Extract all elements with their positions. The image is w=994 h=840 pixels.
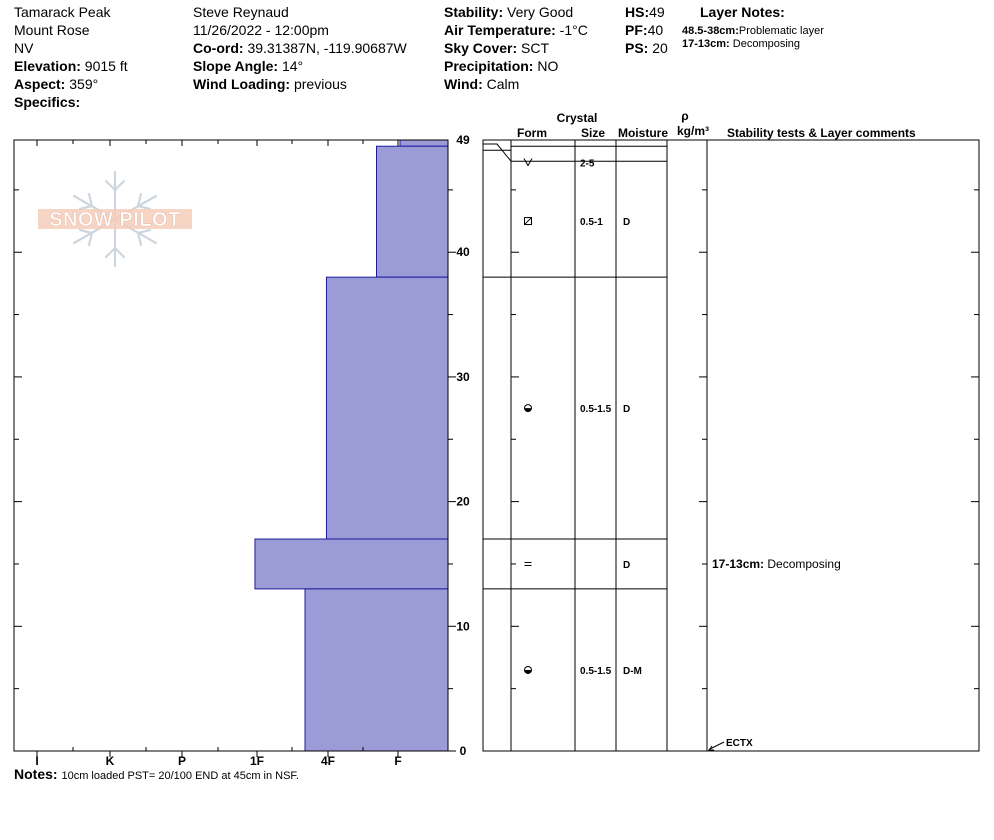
y-tick-label: 49 xyxy=(456,133,470,147)
x-tick-label: P xyxy=(177,754,187,768)
layer-note-2-text: Decomposing xyxy=(732,38,801,50)
air-temp-value: -1°C xyxy=(559,22,588,38)
layer-notes-title: Layer Notes: xyxy=(700,4,785,20)
aspect-label: Aspect: xyxy=(14,76,66,92)
moisture-value: D xyxy=(623,217,631,229)
y-tick-label: 40 xyxy=(456,245,470,260)
wind-label: Wind: xyxy=(444,76,483,92)
layer-note-1-range: 48.5-38cm: xyxy=(682,25,739,37)
coord-value: 39.31387N, -119.90687W xyxy=(247,40,407,56)
snowpilot-logo-text: SNOW PILOT xyxy=(49,209,181,231)
moisture-value: D-M xyxy=(623,665,642,677)
moisture-value: D xyxy=(623,404,631,416)
form-header: Form xyxy=(517,126,547,140)
layer-connector xyxy=(483,144,511,161)
layer-comments xyxy=(709,557,841,750)
faceted-rounded-icon-slash xyxy=(525,218,532,225)
column-headers xyxy=(517,109,916,140)
precip-value: NO xyxy=(537,58,559,74)
hardness-bar xyxy=(377,146,449,277)
test-label: ECTX xyxy=(726,738,753,749)
pf-label: PF: xyxy=(625,22,648,38)
density-unit: kg/m³ xyxy=(676,124,710,138)
range: Mount Rose xyxy=(14,22,90,38)
observer: Steve Reynaud xyxy=(193,4,289,20)
moisture-value: D xyxy=(623,559,631,571)
x-tick-label: K xyxy=(105,754,115,768)
x-tick-label: 4F xyxy=(320,754,336,768)
layer-comment xyxy=(712,557,841,571)
wind-value: Calm xyxy=(486,76,520,92)
air-temp-label: Air Temperature: xyxy=(444,22,556,38)
y-tick-label: 30 xyxy=(456,369,470,384)
hardness-bar xyxy=(326,277,448,539)
surface-hoar-icon xyxy=(524,158,532,165)
stability-value: Very Good xyxy=(507,4,574,20)
sky-label: Sky Cover: xyxy=(444,40,518,56)
hs-value: 49 xyxy=(649,4,665,20)
wind-loading-value: previous xyxy=(293,76,347,92)
x-tick-label: I xyxy=(35,754,39,768)
coord-label: Co-ord: xyxy=(193,40,244,56)
slope-value: 14° xyxy=(281,58,304,74)
slope-label: Slope Angle: xyxy=(193,58,279,74)
snowpilot-logo xyxy=(38,172,192,266)
hardness-bar xyxy=(305,589,448,751)
notes xyxy=(14,766,299,782)
hardness-bar xyxy=(400,140,448,146)
x-tick-label: F xyxy=(394,754,402,768)
stability-label: Stability: xyxy=(444,4,504,20)
state: NV xyxy=(14,40,34,56)
layer-comment-text: Decomposing xyxy=(764,556,841,571)
stability-header: Stability tests & Layer comments xyxy=(727,126,916,140)
precip-label: Precipitation: xyxy=(444,58,534,74)
hardness-bars xyxy=(255,140,448,751)
datetime: 11/26/2022 - 12:00pm xyxy=(193,22,329,38)
pf-value: 40 xyxy=(647,22,664,38)
elevation-label: Elevation: xyxy=(14,58,81,74)
aspect-value: 359° xyxy=(69,76,99,92)
hs-label: HS: xyxy=(625,4,650,20)
density-symbol: ρ xyxy=(681,109,689,123)
location: Tamarack Peak xyxy=(14,4,111,20)
grain-size: 0.5-1 xyxy=(580,217,603,229)
layer-note-2-range: 17-13cm: xyxy=(682,38,730,50)
y-tick-label: 0 xyxy=(459,744,467,758)
y-tick-label: 20 xyxy=(456,494,470,509)
grain-size: 0.5-1.5 xyxy=(580,665,612,677)
layer-table xyxy=(483,140,979,751)
crystal-header: Crystal xyxy=(556,111,598,125)
hardness-bar xyxy=(255,539,448,589)
grain-size: 2-5 xyxy=(580,158,595,170)
size-header: Size xyxy=(580,126,606,140)
layer-comment-range: 17-13cm: xyxy=(712,556,765,571)
ps-value: 20 xyxy=(652,40,668,56)
elevation-value: 9015 ft xyxy=(84,58,128,74)
notes-label: Notes: xyxy=(14,766,58,782)
specifics-label: Specifics: xyxy=(14,94,81,110)
layer-note-1-text: Problematic layer xyxy=(738,25,824,37)
moisture-header: Moisture xyxy=(617,126,669,140)
sky-value: SCT xyxy=(521,40,550,56)
ps-label: PS: xyxy=(625,40,649,56)
wind-loading-label: Wind Loading: xyxy=(193,76,291,92)
notes-text: 10cm loaded PST= 20/100 END at 45cm in NSF. xyxy=(61,770,299,782)
test-pointer xyxy=(710,742,724,749)
grain-size: 0.5-1.5 xyxy=(580,404,612,416)
x-tick-label: 1F xyxy=(249,754,265,768)
y-tick-label: 10 xyxy=(456,619,470,634)
